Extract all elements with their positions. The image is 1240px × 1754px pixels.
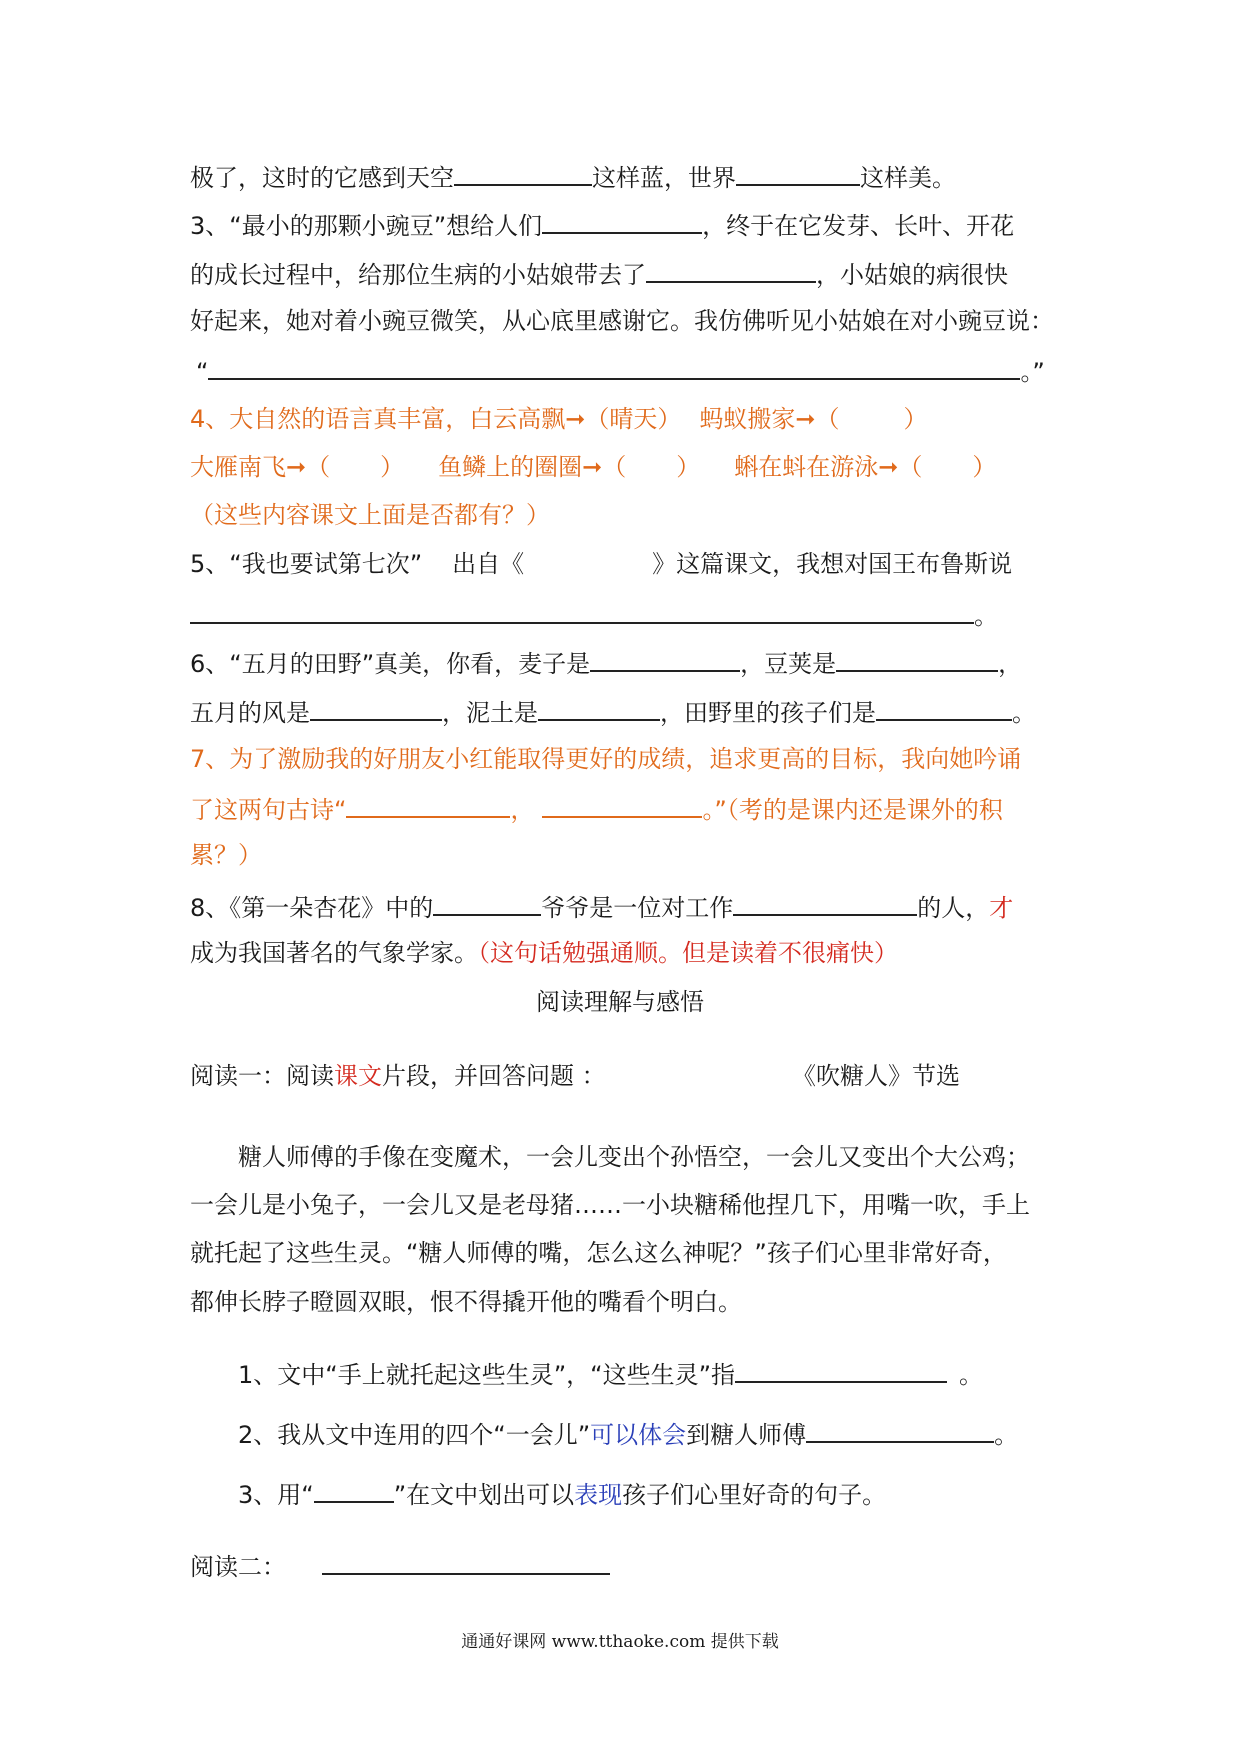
q7-line-2 bbox=[190, 790, 1003, 827]
q4-text: 鱼鳞上的圈圈 bbox=[438, 453, 583, 481]
q5-blank-answer[interactable] bbox=[190, 596, 974, 624]
q8-text: 的人， bbox=[917, 894, 990, 922]
q8-text: 8、《第一朵杏花》中的 bbox=[190, 894, 434, 922]
reading1-label: 阅读一：阅读 bbox=[190, 1062, 334, 1090]
arrow-icon: ➞ bbox=[878, 453, 899, 481]
q6-line-2 bbox=[190, 693, 1036, 730]
q4-text: 4、大自然的语言真丰富，白云高飘 bbox=[190, 405, 566, 433]
q6-blank-soil[interactable] bbox=[538, 693, 660, 721]
reading1-para-line: 一会儿是小兔子，一会儿又是老母猪……一小块糖稀他捏几下，用嘴一吹，手上 bbox=[190, 1191, 1030, 1219]
q4-paren-close: ） bbox=[903, 405, 928, 433]
reading1-q3 bbox=[238, 1475, 886, 1512]
arrow-icon: ➞ bbox=[795, 405, 816, 433]
q4-note bbox=[190, 498, 550, 532]
reading1-q-text: 。 bbox=[959, 1361, 984, 1389]
q6-blank-wheat[interactable] bbox=[590, 644, 740, 672]
q4-paren-open: （ bbox=[898, 453, 923, 481]
q3-line-2 bbox=[190, 255, 1008, 292]
reading1-q-text: 孩子们心里好奇的句子。 bbox=[622, 1481, 887, 1509]
q6-blank-pod[interactable] bbox=[836, 644, 998, 672]
q2-line bbox=[190, 158, 956, 195]
q7-line-1 bbox=[190, 742, 1021, 776]
arrow-icon: ➞ bbox=[565, 405, 586, 433]
q7-text: 。”（考的是课内还是课外的积 bbox=[702, 796, 1003, 824]
q5-text: 出自《 bbox=[452, 550, 525, 578]
reading1-q-text: ”在文中划出可以 bbox=[393, 1481, 575, 1509]
reading1-q-text-blue: 表现 bbox=[574, 1481, 623, 1509]
reading2-line bbox=[190, 1547, 610, 1584]
page-footer: 通通好课网 www.tthaoke.com 提供下载 bbox=[461, 1632, 779, 1652]
reading1-source: 《吹糖人》节选 bbox=[792, 1062, 960, 1090]
q4-paren-close: ） bbox=[676, 453, 701, 481]
q5-line-1 bbox=[190, 547, 1012, 581]
q4-line-1 bbox=[190, 402, 928, 436]
arrow-icon: ➞ bbox=[286, 453, 307, 481]
q7-text: 了这两句古诗“ bbox=[190, 796, 347, 824]
reading1-para-line: 都伸长脖子瞪圆双眼，恨不得撬开他的嘴看个明白。 bbox=[190, 1288, 742, 1316]
reading1-q-text: 。 bbox=[994, 1421, 1019, 1449]
reading1-label-line bbox=[190, 1059, 606, 1093]
q3-line-4 bbox=[196, 352, 1045, 389]
q3-blank-1[interactable] bbox=[542, 206, 702, 234]
reading1-q-text: 3、用“ bbox=[238, 1481, 314, 1509]
q6-blank-wind[interactable] bbox=[310, 693, 442, 721]
q6-text: ，田野里的孩子们是 bbox=[660, 699, 876, 727]
q4-paren-open: （ bbox=[306, 453, 331, 481]
q2-text-b: 这样蓝，世界 bbox=[592, 164, 736, 192]
q6-line-1 bbox=[190, 644, 1022, 681]
q7-text: ， bbox=[510, 796, 535, 824]
q7-text: 累？） bbox=[190, 841, 262, 869]
q4-paren-open: （ bbox=[602, 453, 627, 481]
reading1-q1-blank[interactable] bbox=[735, 1355, 947, 1383]
reading1-q-text: 1、文中“手上就托起这些生灵”，“这些生灵”指 bbox=[238, 1361, 736, 1389]
q5-text: 。 bbox=[974, 602, 998, 630]
q7-text: 7、为了激励我的好朋友小红能取得更好的成绩，追求更高的目标，我向她吟诵 bbox=[190, 745, 1022, 773]
q3-blank-quote[interactable] bbox=[208, 352, 1020, 380]
q6-text: 五月的风是 bbox=[190, 699, 310, 727]
reading1-q1 bbox=[238, 1355, 983, 1392]
q3-line-1 bbox=[190, 206, 1014, 243]
q3-text: 3、“最小的那颗小豌豆”想给人们 bbox=[190, 212, 543, 240]
reading1-para-line: 就托起了这些生灵。“糖人师傅的嘴，怎么这么神呢？”孩子们心里非常好奇， bbox=[190, 1239, 1007, 1267]
reading1-label-red: 课文 bbox=[334, 1062, 382, 1090]
q7-blank-poem-1[interactable] bbox=[346, 790, 510, 818]
q4-paren-open: （ bbox=[815, 405, 840, 433]
q3-close-quote: 。” bbox=[1020, 358, 1045, 386]
q3-text: 的成长过程中，给那位生病的小姑娘带去了 bbox=[190, 261, 646, 289]
q8-blank-name[interactable] bbox=[433, 888, 541, 916]
q8-line-1 bbox=[190, 888, 1013, 925]
reading1-q-text-blue: 可以体会 bbox=[590, 1421, 687, 1449]
q4-note-text: （这些内容课文上面是否都有？） bbox=[190, 501, 550, 529]
q8-line-2 bbox=[190, 936, 898, 970]
q4-text: 蝌在蚪在游泳 bbox=[734, 453, 879, 481]
q7-blank-poem-2[interactable] bbox=[542, 790, 702, 818]
q6-text: ， bbox=[998, 650, 1023, 678]
arrow-icon: ➞ bbox=[582, 453, 603, 481]
reading1-q2 bbox=[238, 1415, 1018, 1452]
q8-text: 成为我国著名的气象学家。 bbox=[190, 939, 478, 967]
q5-text: 》这篇课文，我想对国王布鲁斯说 bbox=[652, 550, 1013, 578]
q2-text-a: 极了，这时的它感到天空 bbox=[190, 164, 454, 192]
q3-line-3 bbox=[190, 304, 1054, 338]
section-title: 阅读理解与感悟 bbox=[536, 988, 704, 1016]
q4-text: 大雁南飞 bbox=[190, 453, 286, 481]
q4-example: （晴天） bbox=[585, 405, 682, 433]
q6-text: 6、“五月的田野”真美，你看，麦子是 bbox=[190, 650, 591, 678]
q3-open-quote: “ bbox=[196, 358, 209, 386]
reading1-label: 片段，并回答问题 ： bbox=[382, 1062, 606, 1090]
reading1-para-line: 糖人师傅的手像在变魔术，一会儿变出个孙悟空，一会儿又变出个大公鸡； bbox=[238, 1143, 1030, 1171]
q3-blank-2[interactable] bbox=[646, 255, 816, 283]
reading2-label: 阅读二： bbox=[190, 1553, 286, 1581]
q8-blank-attitude[interactable] bbox=[733, 888, 917, 916]
q6-text: 。 bbox=[1012, 699, 1036, 727]
q5-text: 5、“我也要试第七次” bbox=[190, 550, 423, 578]
q4-line-2 bbox=[190, 450, 996, 484]
q7-line-3 bbox=[190, 838, 262, 872]
q8-text: 爷爷是一位对工作 bbox=[541, 894, 734, 922]
q6-text: ，泥土是 bbox=[442, 699, 538, 727]
q4-text: 蚂蚁搬家 bbox=[699, 405, 796, 433]
q3-text: ，终于在它发芽、长叶、开花 bbox=[702, 212, 1015, 240]
q6-blank-children[interactable] bbox=[876, 693, 1012, 721]
q2-text-c: 这样美。 bbox=[860, 164, 956, 192]
reading1-q3-blank[interactable] bbox=[314, 1475, 394, 1503]
q8-text-red: 才 bbox=[989, 894, 1014, 922]
q4-paren-close: ） bbox=[972, 453, 997, 481]
q3-text: ，小姑娘的病很快 bbox=[816, 261, 1008, 289]
q5-line-2 bbox=[190, 596, 998, 633]
q8-comment: （这句话勉强通顺。但是读着不很痛快） bbox=[478, 939, 898, 967]
reading1-q-text: 到糖人师傅 bbox=[686, 1421, 807, 1449]
q4-paren-close: ） bbox=[380, 453, 405, 481]
q2-blank-sky[interactable] bbox=[454, 158, 592, 186]
q2-blank-world[interactable] bbox=[736, 158, 860, 186]
q3-text: 好起来，她对着小豌豆微笑，从心底里感谢它。我仿佛听见小姑娘在对小豌豆说： bbox=[190, 307, 1054, 335]
reading1-q2-blank[interactable] bbox=[806, 1415, 994, 1443]
reading1-q-text: 2、我从文中连用的四个“一会儿” bbox=[238, 1421, 591, 1449]
q6-text: ，豆荚是 bbox=[740, 650, 837, 678]
reading2-title-blank[interactable] bbox=[322, 1547, 610, 1575]
